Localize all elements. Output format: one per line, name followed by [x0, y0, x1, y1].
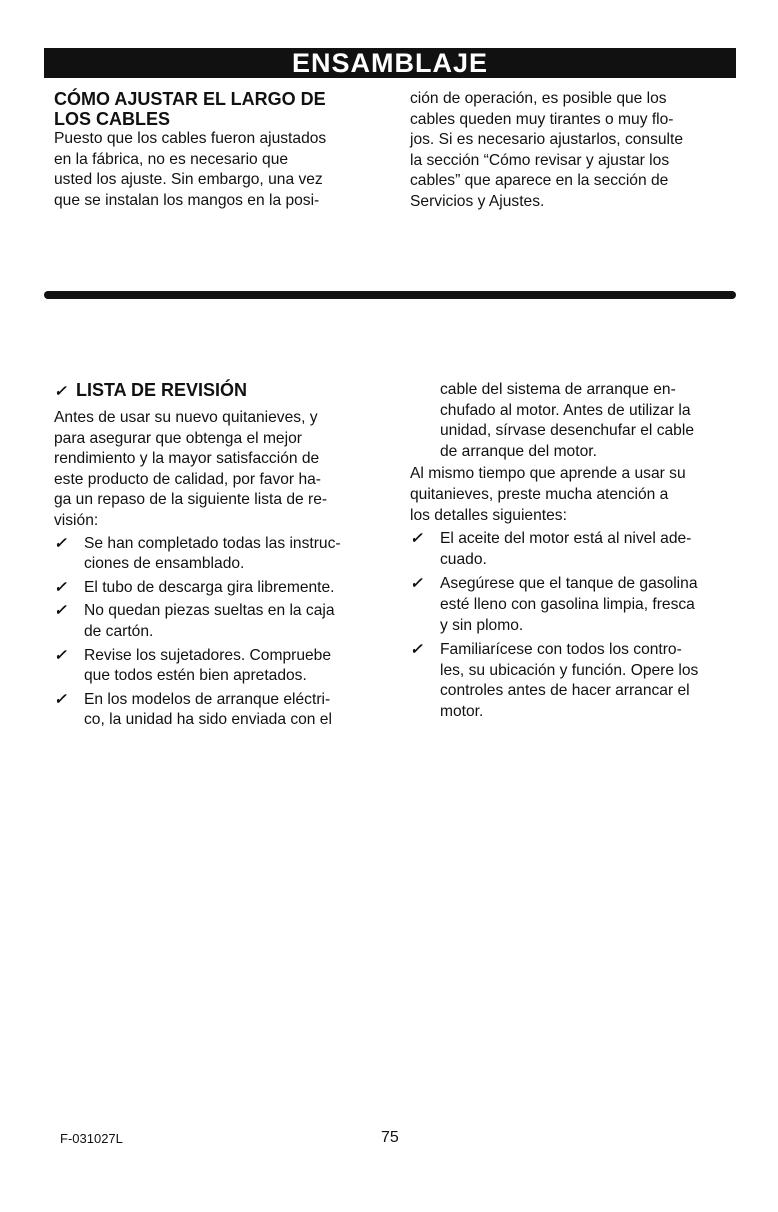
cables-right-line: ción de operación, es posible que los [410, 90, 667, 107]
checklist-item [54, 578, 384, 599]
item-line: controles antes de hacer arrancar el [440, 682, 690, 700]
item-line: Familiarícese con todos los contro- [440, 641, 682, 659]
intro-line: rendimiento y la mayor satisfacción de [54, 450, 320, 468]
item-line: El aceite del motor está al nivel ade- [440, 530, 692, 548]
intro-line: para asegurar que obtenga el mejor [54, 429, 302, 447]
item-line: que todos estén bien apretados. [84, 667, 307, 685]
document-code: F-031027L [60, 1131, 123, 1146]
cables-right-line: Servicios y Ajustes. [410, 192, 545, 210]
checklist-item [410, 529, 740, 570]
intro-line: ga un repaso de la siguiente lista de re- [54, 491, 328, 509]
middle-line: Al mismo tiempo que aprende a usar su [410, 465, 686, 483]
section-divider [44, 291, 736, 299]
item-line: El tubo de descarga gira libremente. [84, 578, 335, 596]
middle-line: quitanieves, preste mucha atención a [410, 485, 669, 503]
checklist-left-column [54, 380, 384, 731]
checklist-heading [54, 380, 384, 402]
cables-left-column [54, 89, 384, 211]
middle-line: los detalles siguientes: [410, 506, 567, 524]
item-line: esté lleno con gasolina limpia, fresca [440, 595, 695, 613]
checkmark-icon: ✓ [54, 534, 67, 552]
cables-right-line: la sección “Cómo revisar y ajustar los [410, 151, 670, 169]
checkmark-icon: ✓ [410, 641, 423, 659]
cables-left-line: Puesto que los cables fueron ajustados [54, 130, 327, 147]
intro-line: este producto de calidad, por favor ha- [54, 470, 321, 488]
cables-left-line: usted los ajuste. Sin embargo, una vez [54, 171, 323, 189]
checkmark-icon: ✓ [54, 383, 67, 400]
continuation-line: de arranque del motor. [440, 442, 597, 460]
checkmark-icon: ✓ [54, 602, 67, 620]
cables-title-line1: CÓMO AJUSTAR EL LARGO DE [54, 89, 326, 109]
item-line: Asegúrese que el tanque de gasolina [440, 575, 698, 593]
cables-right-line: jos. Si es necesario ajustarlos, consulte [410, 131, 684, 149]
checkmark-icon: ✓ [54, 646, 67, 664]
continuation-line: cable del sistema de arranque en- [440, 381, 676, 398]
checkmark-icon: ✓ [54, 690, 67, 708]
checklist-item [54, 601, 384, 642]
item-line: y sin plomo. [440, 616, 524, 634]
intro-line: visión: [54, 511, 99, 529]
section-banner: ENSAMBLAJE [44, 48, 736, 78]
checkmark-icon: ✓ [410, 530, 423, 548]
checklist-title: LISTA DE REVISIÓN [76, 380, 248, 400]
cables-title-line2: LOS CABLES [54, 109, 171, 129]
item-line: Revise los sujetadores. Compruebe [84, 646, 332, 664]
cables-left-line: que se instalan los mangos en la posi- [54, 191, 320, 209]
checkmark-icon: ✓ [54, 578, 67, 596]
checklist-item [54, 534, 384, 575]
item-line: ciones de ensamblado. [84, 555, 245, 573]
cables-right-line: cables” que aparece en la sección de [410, 172, 669, 190]
checkmark-icon: ✓ [410, 575, 423, 593]
item-line: co, la unidad ha sido enviada con el [84, 711, 332, 729]
item-line: les, su ubicación y función. Opere los [440, 661, 699, 679]
item-line: En los modelos de arranque eléctri- [84, 690, 331, 708]
checklist-item [54, 690, 384, 731]
cables-right-column [410, 89, 740, 213]
checklist-item [410, 640, 740, 722]
page-number: 75 [381, 1129, 399, 1146]
item-line: cuado. [440, 550, 487, 568]
item-line: Se han completado todas las instruc- [84, 534, 341, 552]
intro-line: Antes de usar su nuevo quitanieves, y [54, 409, 318, 426]
item-line: No quedan piezas sueltas en la caja [84, 602, 335, 620]
checklist-item [410, 574, 740, 636]
continuation-line: unidad, sírvase desenchufar el cable [440, 422, 694, 440]
continuation-line: chufado al motor. Antes de utilizar la [440, 401, 691, 419]
cables-left-line: en la fábrica, no es necesario que [54, 150, 289, 168]
checklist-item [54, 646, 384, 687]
cables-right-line: cables queden muy tirantes o muy flo- [410, 110, 674, 128]
item-line: de cartón. [84, 622, 154, 640]
checklist-right-column [410, 380, 740, 723]
item-line: motor. [440, 702, 484, 720]
